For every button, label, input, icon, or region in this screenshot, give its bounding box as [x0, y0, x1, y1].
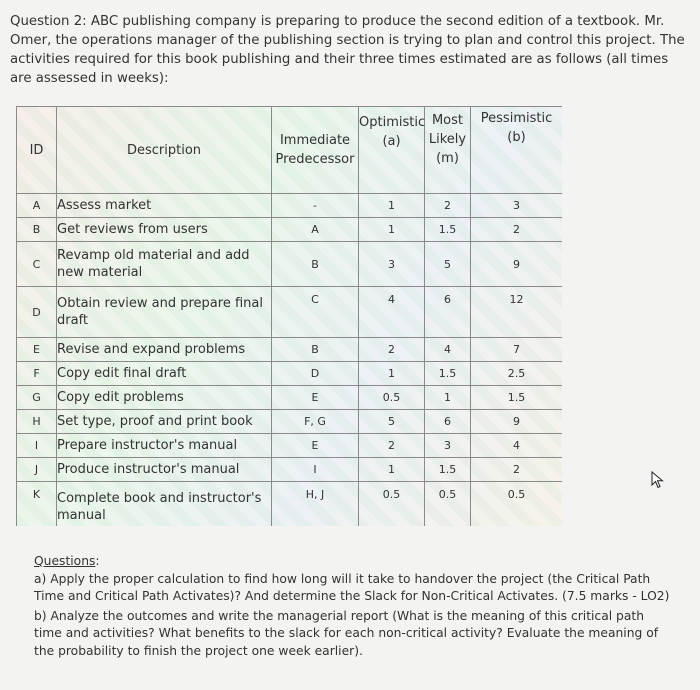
header-pessimistic-line2: (b): [507, 130, 526, 145]
cell-predecessor: B: [272, 242, 359, 287]
cell-likely: 0.5: [425, 482, 471, 527]
cell-optimistic: 2: [359, 338, 425, 362]
cell-predecessor: E: [272, 386, 359, 410]
header-likely-line1: Most: [431, 113, 464, 128]
header-pessimistic: [471, 107, 563, 194]
cell-predecessor: H, J: [272, 482, 359, 527]
cell-id: H: [17, 410, 57, 434]
activity-table-region: [16, 106, 562, 526]
table-row: [17, 362, 563, 386]
questions-heading: Questions: [34, 554, 96, 568]
cell-predecessor: C: [272, 287, 359, 338]
cell-likely: 1.5: [425, 458, 471, 482]
table-header-row: [17, 107, 563, 194]
cell-description: Prepare instructor's manual: [57, 434, 272, 458]
cell-optimistic: 1: [359, 362, 425, 386]
header-optimistic-line1: Optimistic: [359, 115, 426, 130]
header-predecessor-line1: Immediate: [279, 133, 351, 148]
cell-optimistic: 2: [359, 434, 425, 458]
cell-description: Complete book and instructor's manual: [57, 482, 272, 527]
cell-predecessor: -: [272, 194, 359, 218]
table-row: [17, 287, 563, 338]
header-likely-line3: (m): [436, 151, 459, 166]
cell-id: G: [17, 386, 57, 410]
cell-pessimistic: 2.5: [471, 362, 563, 386]
cell-optimistic: 1: [359, 458, 425, 482]
cell-id: A: [17, 194, 57, 218]
cell-likely: 1: [425, 386, 471, 410]
cell-id: C: [17, 242, 57, 287]
cell-description: Revamp old material and add new material: [57, 242, 272, 287]
header-predecessor: [272, 107, 359, 194]
cell-description: Produce instructor's manual: [57, 458, 272, 482]
cell-pessimistic: 9: [471, 242, 563, 287]
cell-optimistic: 0.5: [359, 386, 425, 410]
cell-predecessor: F, G: [272, 410, 359, 434]
table-row: [17, 386, 563, 410]
cell-likely: 2: [425, 194, 471, 218]
header-optimistic-line2: (a): [382, 134, 401, 149]
cell-description: Copy edit problems: [57, 386, 272, 410]
cell-pessimistic: 2: [471, 458, 563, 482]
cell-id: K: [17, 482, 57, 527]
cell-likely: 1.5: [425, 218, 471, 242]
question-a: a) Apply the proper calculation to find how long will it take to handover the project (the Critical Path Time and Critical Path Activates)? And determine the Slack for Non-Critical Activates. (7.5 marks - LO2): [34, 571, 670, 603]
question-b: b) Analyze the outcomes and write the managerial report (What is the meaning of this critical path time and activities? What benefits to the slack for each non-critical activity? Evaluate the meaning of the probability to finish the project one week earlier).: [34, 608, 659, 658]
cell-pessimistic: 12: [471, 287, 563, 338]
cell-optimistic: 5: [359, 410, 425, 434]
header-predecessor-line2: Predecessor: [275, 152, 355, 167]
header-likely: [425, 107, 471, 194]
cell-description: Revise and expand problems: [57, 338, 272, 362]
cell-pessimistic: 1.5: [471, 386, 563, 410]
cell-description: Set type, proof and print book: [57, 410, 272, 434]
cell-id: B: [17, 218, 57, 242]
activity-table: [16, 106, 562, 526]
table-row: [17, 218, 563, 242]
cell-predecessor: B: [272, 338, 359, 362]
header-id: ID: [17, 107, 57, 194]
cell-description: Assess market: [57, 194, 272, 218]
table-row: [17, 242, 563, 287]
cell-likely: 6: [425, 410, 471, 434]
mouse-pointer-icon: [651, 471, 665, 489]
cell-likely: 6: [425, 287, 471, 338]
cell-pessimistic: 4: [471, 434, 563, 458]
cell-id: E: [17, 338, 57, 362]
questions-heading-line: [34, 553, 674, 571]
header-pessimistic-line1: Pessimistic: [480, 111, 553, 126]
cell-predecessor: A: [272, 218, 359, 242]
cell-predecessor: I: [272, 458, 359, 482]
cell-predecessor: D: [272, 362, 359, 386]
header-optimistic: [359, 107, 425, 194]
cell-likely: 5: [425, 242, 471, 287]
cell-optimistic: 0.5: [359, 482, 425, 527]
table-row: [17, 338, 563, 362]
cell-optimistic: 3: [359, 242, 425, 287]
cell-pessimistic: 0.5: [471, 482, 563, 527]
table-row: [17, 458, 563, 482]
cell-description: Copy edit final draft: [57, 362, 272, 386]
cell-likely: 1.5: [425, 362, 471, 386]
question-intro: Question 2: ABC publishing company is preparing to produce the second edition of a textbook. Mr. Omer, the operations manager of the publishing section is trying to plan and control this project. The activities required for this book publishing and their three times estimated are as follows (all times are assessed in weeks):: [10, 14, 685, 86]
cell-description: Get reviews from users: [57, 218, 272, 242]
table-row: [17, 410, 563, 434]
cell-optimistic: 4: [359, 287, 425, 338]
cell-predecessor: E: [272, 434, 359, 458]
cell-pessimistic: 3: [471, 194, 563, 218]
questions-section: [34, 553, 674, 660]
cell-pessimistic: 9: [471, 410, 563, 434]
cell-id: F: [17, 362, 57, 386]
cell-likely: 4: [425, 338, 471, 362]
cell-id: I: [17, 434, 57, 458]
cell-pessimistic: 2: [471, 218, 563, 242]
cell-id: D: [17, 287, 57, 338]
table-row: [17, 194, 563, 218]
cell-optimistic: 1: [359, 218, 425, 242]
cell-pessimistic: 7: [471, 338, 563, 362]
cell-likely: 3: [425, 434, 471, 458]
table-row: [17, 434, 563, 458]
table-row: [17, 482, 563, 527]
cell-optimistic: 1: [359, 194, 425, 218]
header-likely-line2: Likely: [428, 132, 467, 147]
header-description: Description: [57, 107, 272, 194]
questions-heading-colon: :: [95, 554, 100, 568]
cell-description: Obtain review and prepare final draft: [57, 287, 272, 338]
cell-id: J: [17, 458, 57, 482]
